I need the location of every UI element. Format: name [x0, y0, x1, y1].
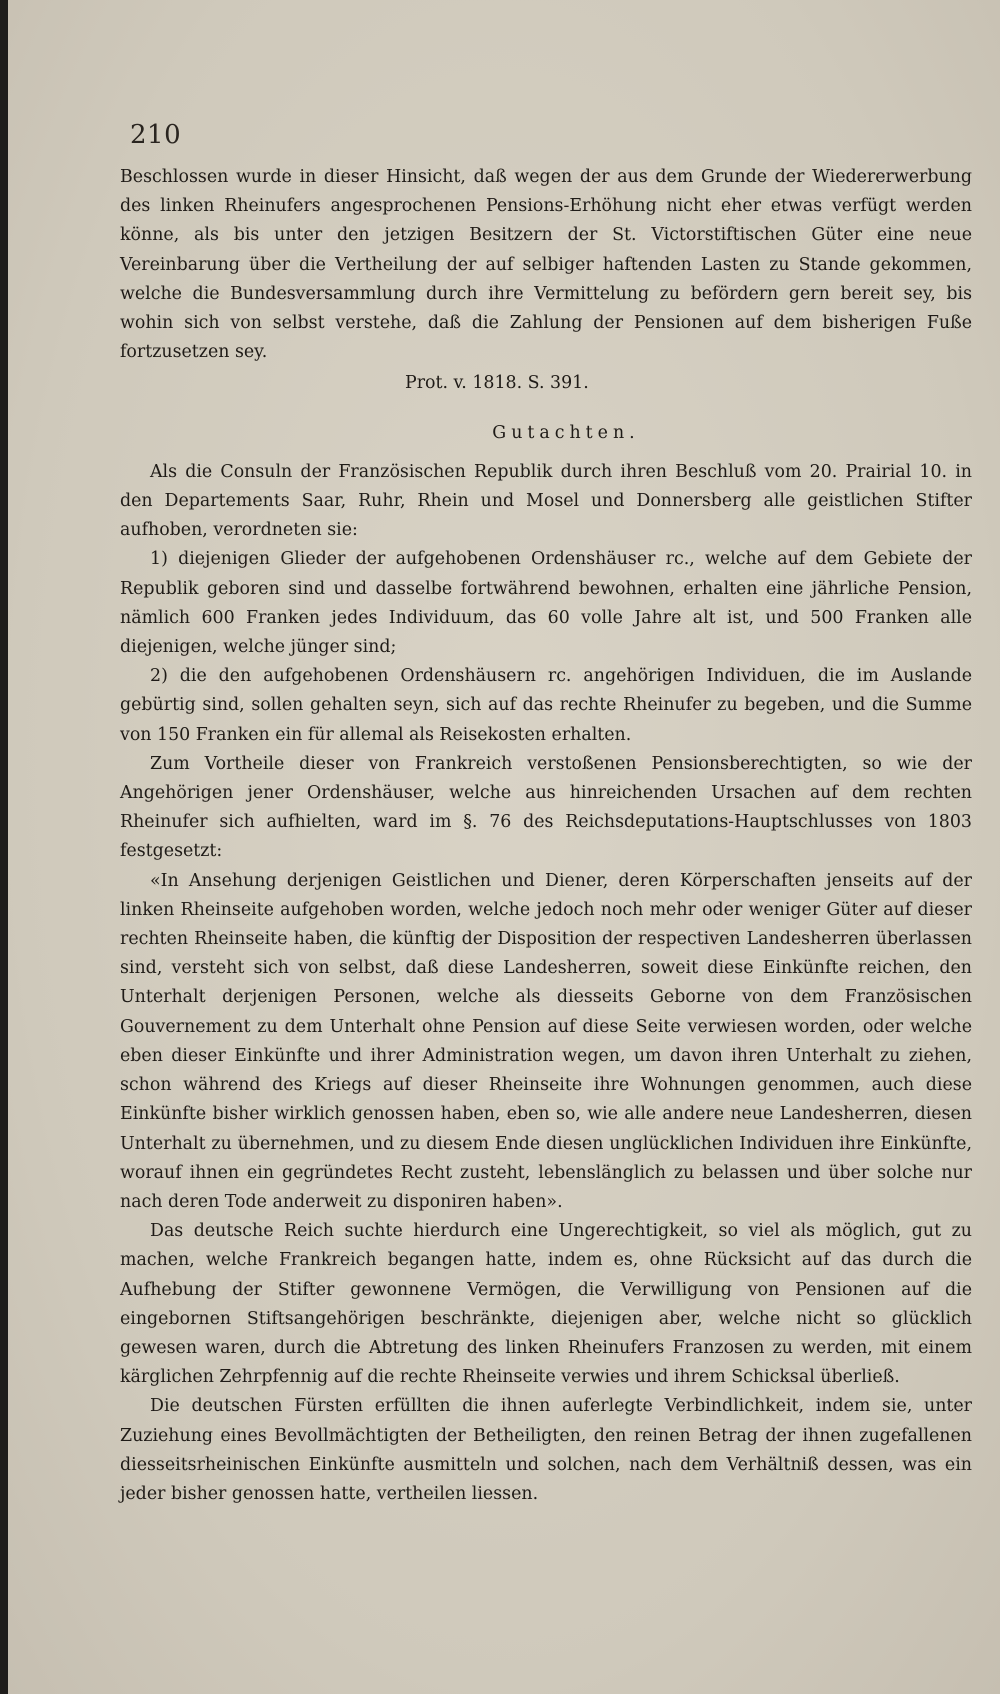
book-page: [8, 0, 1000, 1694]
resolution-paragraph: Beschlossen wurde in dieser Hinsicht, daß wegen der aus dem Grunde der Wiedererwerbung des linken Rheinufers angesprochenen Pensions-Erhöhung nicht eher etwas verfügt werden könne, als bis unter den jetzigen Besitzern der St. Victorstiftischen Güter eine neue Vereinbarung über die Vertheilung der auf selbiger haftenden Lasten zu Stande gekommen, welche die Bundesversammlung durch ihre Vermittelung zu befördern gern bereit sey, bis wohin sich von selbst verstehe, daß die Zahlung der Pensionen auf dem bisherigen Fuße fortzusetzen sey.: [120, 167, 972, 363]
page-body: [120, 163, 972, 1509]
section-heading: Gutachten.: [492, 422, 640, 443]
body-paragraph: Zum Vortheile dieser von Frankreich verstoßenen Pensionsberechtigten, so wie der Angehörigen jener Ordenshäuser, welche aus hinreichenden Ursachen auf dem rechten Rheinufer sich aufhielten, ward im §. 76 des Reichsdeputations-Hauptschlusses von 1803 festgesetzt:: [120, 753, 972, 862]
list-item: 2) die den aufgehobenen Ordenshäusern rc. angehörigen Individuen, die im Auslande gebürtig sind, sollen gehalten seyn, sich auf das rechte Rheinufer zu begeben, und die Summe von 150 Franken ein für allemal als Reisekosten erhalten.: [120, 666, 972, 745]
quotation-paragraph: «In Ansehung derjenigen Geistlichen und Diener, deren Körperschaften jenseits auf der linken Rheinseite aufgehoben worden, welche jedoch noch mehr oder weniger Güter auf dieser rechten Rheinseite haben, die künftig der Disposition der respectiven Landesherren überlassen sind, versteht sich von selbst, daß diese Landesherren, soweit diese Einkünfte reichen, den Unterhalt derjenigen Personen, welche als diesseits Geborne von dem Französischen Gouvernement zu dem Unterhalt ohne Pension auf diese Seite verwiesen worden, oder welche eben dieser Einkünfte und ihrer Administration wegen, um davon ihren Unterhalt zu ziehen, schon während des Kriegs auf dieser Rheinseite ihre Wohnungen genommen, auch diese Einkünfte bisher wirklich genossen haben, eben so, wie alle andere neue Landesherren, diesen Unterhalt zu übernehmen, und zu diesem Ende diesen unglücklichen Individuen ihre Einkünfte, worauf ihnen ein gegründetes Recht zusteht, lebenslänglich zu belassen und über solche nur nach deren Tode anderweit zu disponiren haben».: [120, 870, 972, 1212]
body-paragraph: Als die Consuln der Französischen Republik durch ihren Beschluß vom 20. Prairial 10. in den Departements Saar, Ruhr, Rhein und Mosel und Donnersberg alle geistlichen Stifter aufhoben, verordneten sie:: [120, 461, 972, 541]
protocol-reference: Prot. v. 1818. S. 391.: [405, 373, 589, 394]
page-number: 210: [130, 120, 182, 150]
list-item: 1) diejenigen Glieder der aufgehobenen Ordenshäuser rc., welche auf dem Gebiete der Republik geboren sind und dasselbe fortwährend bewohnen, erhalten eine jährliche Pension, nämlich 600 Franken jedes Individuum, das 60 volle Jahre alt ist, und 500 Franken alle diejenigen, welche jünger sind;: [120, 549, 972, 658]
body-paragraph: Die deutschen Fürsten erfüllten die ihnen auferlegte Verbindlichkeit, indem sie, unter Zuziehung eines Bevollmächtigten der Betheiligten, den reinen Betrag der ihnen zugefallenen diesseitsrheinischen Einkünfte ausmitteln und solchen, nach dem Verhältniß dessen, was ein jeder bisher genossen hatte, vertheilen liessen.: [120, 1396, 972, 1504]
body-paragraph: Das deutsche Reich suchte hierdurch eine Ungerechtigkeit, so viel als möglich, gut zu machen, welche Frankreich begangen hatte, indem es, ohne Rücksicht auf das durch die Aufhebung der Stifter gewonnene Vermögen, die Verwilligung von Pensionen auf die eingebornen Stiftsangehörigen beschränkte, diejenigen aber, welche nicht so glücklich gewesen waren, durch die Abtretung des linken Rheinufers Franzosen zu werden, mit einem kärglichen Zehrpfennig auf die rechte Rheinseite verwies und ihrem Schicksal überließ.: [120, 1221, 972, 1388]
